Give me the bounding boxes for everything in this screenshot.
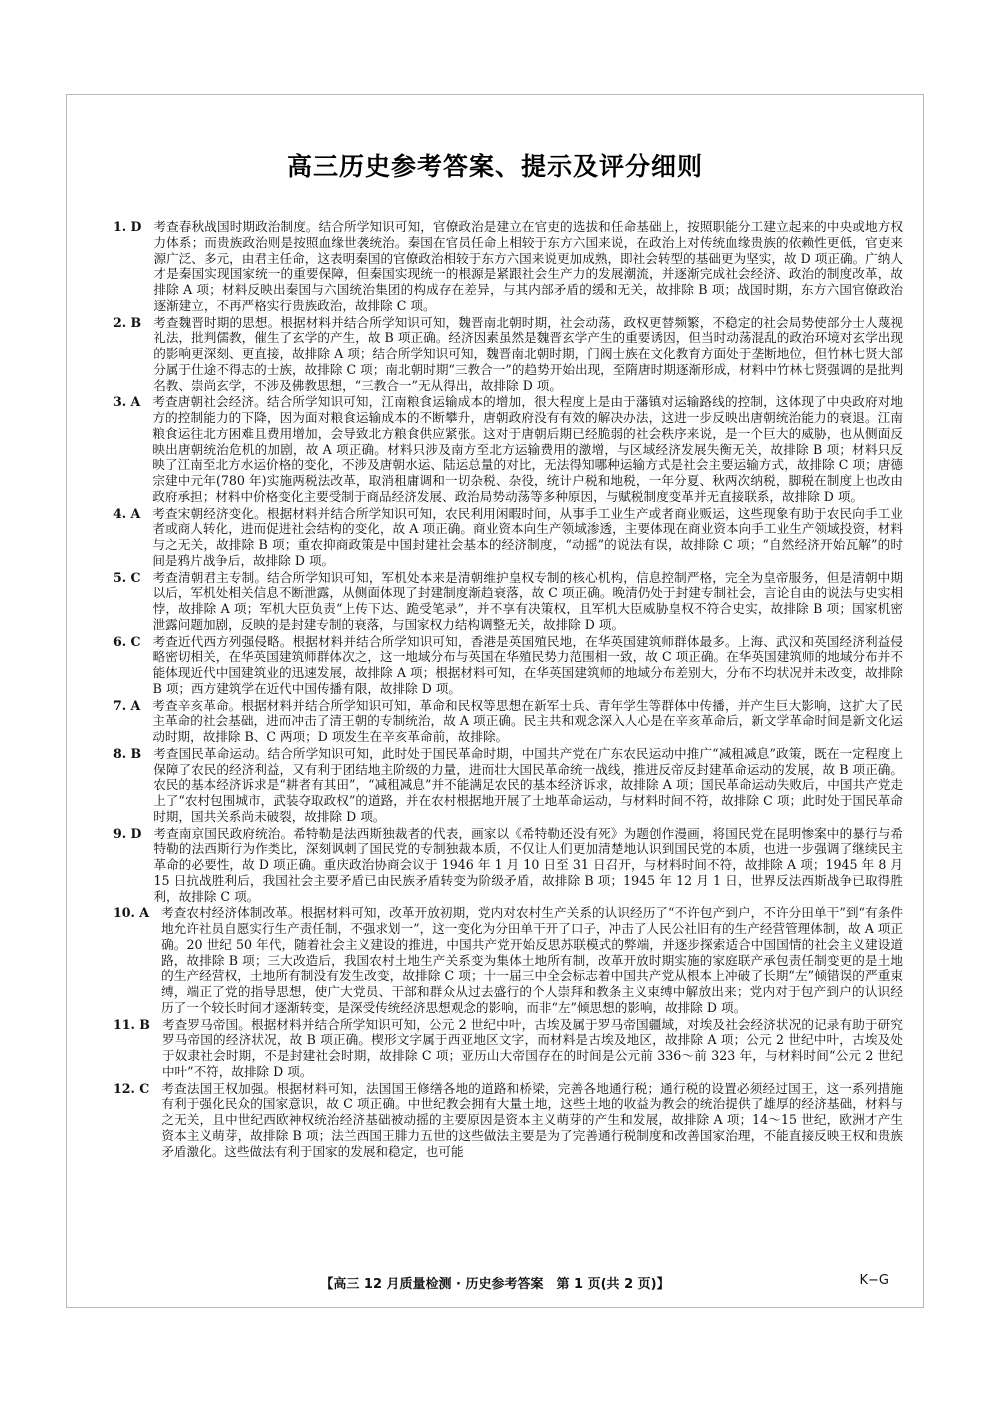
answer-number: 10. A [113,905,150,921]
answer-number: 5. C [113,569,141,585]
answer-explanation: 考查法国王权加强。根据材料可知，法国国王修缮各地的道路和桥梁，完善各地通行税；通行税的设置必须经过国王，这一系列措施有利于强化民众的国家意识，故 C 项正确。中世纪教会拥有大量土地，这些土地的收益为教会的统治提供了雄厚的经济基础，材料与之无关，且中世纪西欧神权统治经济基础被动摇的主要原因是资本主义萌芽的产生和发展，故排除 A 项；14～15 世纪，欧洲才产生资本主义萌芽，故排除 B 项；法兰西国王腓力五世的这些做法主要是为了完善通行税制度和改善国家治理，不能直接反映王权和贵族矛盾激化。这些做法有利于国家的发展和稳定，也可能 [161,1080,903,1159]
answer-number: 6. C [113,633,141,649]
answer-explanation: 考查近代西方列强侵略。根据材料并结合所学知识可知，香港是英国殖民地，在华英国建筑师群体最多。上海、武汉和英国经济利益侵略密切相关，在华英国建筑师群体次之，这一地域分布与英国在华殖民势力范围相一致，故 C 项正确。在华英国建筑师的地域分布并不能体现近代中国建筑业的迅速发展，故排除 A 项；根据材料可知，在华英国建筑师的地域分布差别大，分布不均状况并未改变，故排除 B 项；西方建筑学在近代中国传播有限，故排除 D 项。 [152,633,903,696]
answer-number: 11. B [113,1016,150,1032]
answer-explanation: 考查唐朝社会经济。结合所学知识可知，江南粮食运输成本的增加，很大程度上是由于藩镇对运输路线的控制，这体现了中央政府对地方的控制能力的下降，因为面对粮食运输成本的不断攀升，唐朝政府没有有效的解决办法，这进一步反映出唐朝统治能力的衰退。江南粮食运往北方困难且费用增加，会导致北方粮食供应紧张。这对于唐朝后期已经脆弱的社会秩序来说，是一个巨大的威胁，也从侧面反映出唐朝统治危机的加剧，故 A 项正确。材料只涉及南方至北方运输费用的激增，与区域经济发展失衡无关，故排除 B 项；材料只反映了江南至北方水运价格的变化，不涉及唐朝水运、陆运总量的对比，无法得知哪种运输方式是社会主要运输方式，故排除 C 项；唐德宗建中元年(780 年)实施两税法改革，取消租庸调和一切杂税、杂役，统计户税和地税，一年分夏、秋两次纳税，脚税在制度上也改由政府承担；材料中价格变化主要受制于商品经济发展、政治局势动荡等多种原因，与赋税制度变革并无直接联系，故排除 D 项。 [152,394,903,504]
answer-list [113,219,903,1160]
answer-item [113,1017,903,1080]
page-footer: 【高三 12 月质量检测 · 历史参考答案 第 1 页(共 2 页)】 [320,1277,670,1292]
answer-explanation: 考查国民革命运动。结合所学知识可知，此时处于国民革命时期，中国共产党在广东农民运动中推广“减租减息”政策，既在一定程度上保障了农民的经济利益，又有利于团结地主阶级的力量，进而壮大国民革命统一战线，推进反帝反封建革命运动的发展，故 B 项正确。农民的基本经济诉求是“耕者有其田”，“减租减息”并不能满足农民的基本经济诉求，故排除 A 项；国民革命运动失败后，中国共产党走上了“农村包围城市，武装夺取政权”的道路，并在农村根据地开展了土地革命运动，与材料时间不符，故排除 C 项；此时处于国民革命时期，国共关系尚未破裂，故排除 D 项。 [153,745,903,824]
answer-explanation: 考查宋朝经济变化。根据材料并结合所学知识可知，农民利用闲暇时间，从事手工业生产或者商业贩运，这些现象有助于农民向手工业者或商人转化，进而促进社会结构的变化，故 A 项正确。商业资本向生产领域渗透，主要体现在商业资本向手工业生产领域投资，材料与之无关，故排除 B 项；重农抑商政策是中国封建社会基本的经济制度，“动摇”的说法有误，故排除 C 项；“自然经济开始瓦解”的时间是鸦片战争后，故排除 D 项。 [152,505,903,568]
answer-explanation: 考查魏晋时期的思想。根据材料并结合所学知识可知，魏晋南北朝时期，社会动荡，政权更替频繁，不稳定的社会局势使部分士人蔑视礼法，批判儒教，催生了玄学的产生，故 B 项正确。经济因素虽然是魏晋玄学产生的重要诱因，但当时动荡混乱的政治环境对玄学出现的影响更深刻、更直接，故排除 A 项；结合所学知识可知，魏晋南北朝时期，门阀士族在文化教育方面处于垄断地位，但竹林七贤大部分属于仕途不得志的士族，故排除 C 项；南北朝时期“三教合一”的趋势开始出现，至隋唐时期逐渐形成，材料中竹林七贤强调的是批判名教、崇尚玄学，不涉及佛教思想，“三教合一”无从得出，故排除 D 项。 [153,314,903,393]
document-page [66,94,924,1308]
answer-explanation: 考查南京国民政府统治。希特勒是法西斯独裁者的代表，画家以《希特勒还没有死》为题创作漫画，将国民党在昆明惨案中的暴行与希特勒的法西斯行为作类比，深刻讽刺了国民党的专制独裁本质，不仅让人们更加清楚地认识到国民党的本质，也进一步强调了继续民主革命的必要性，故 D 项正确。重庆政治协商会议于 1946 年 1 月 10 日至 31 日召开，与材料时间不符，故排除 A 项；1945 年 8 月 15 日抗战胜利后，我国社会主要矛盾已由民族矛盾转变为阶级矛盾，故排除 B 项；1945 年 12 月 1 日，世界反法西斯战争已取得胜利，故排除 C 项。 [153,825,903,904]
answer-explanation: 考查春秋战国时期政治制度。结合所学知识可知，官僚政治是建立在官吏的选拔和任命基础上，按照职能分工建立起来的中央或地方权力体系；而贵族政治则是按照血缘世袭统治。秦国在官员任命上相较于东方六国来说，在政治上对传统血缘贵族的依赖性更低，官吏来源广泛、多元，由君主任命，这表明秦国的官僚政治相较于东方六国来说更加成熟，即社会转型的基础更为坚实，故 D 项正确。广纳人才是秦国实现国家统一的重要保障，但秦国实现统一的根源是紧跟社会生产力的发展潮流，并逐渐完成社会经济、政治的制度改革，故排除 A 项；材料反映出秦国与六国统治集团的构成存在差异，与其内部矛盾的缓和无关，故排除 B 项；战国时期，东方六国官僚政治逐渐建立，不再严格实行贵族政治，故排除 C 项。 [153,219,903,313]
answer-number: 12. C [113,1080,150,1096]
answer-number: 7. A [113,697,141,713]
answer-item [113,698,903,745]
answer-explanation: 考查农村经济体制改革。根据材料可知，改革开放初期，党内对农村生产关系的认识经历了“不许包产到户，不许分田单干”到“有条件地允许社员自愿实行生产责任制，不强求划一”，这一变化为分田单干开了口子，冲击了人民公社旧有的生产经营管理体制，故 A 项正确。20 世纪 50 年代，随着社会主义建设的推进，中国共产党开始反思苏联模式的弊端，并逐步探索适合中国国情的社会主义建设道路，故排除 B 项；三大改造后，我国农村土地生产关系变为集体土地所有制，改革开放时期实施的家庭联产承包责任制变更的是土地的生产经营权，土地所有制没有发生改变，故排除 C 项；十一届三中全会标志着中国共产党从根本上冲破了长期“左”倾错误的严重束缚，端正了党的指导思想，使广大党员、干部和群众从过去盛行的个人崇拜和教条主义束缚中解放出来；党内对于包产到户的认识经历了一个较长时间才逐渐转变，是深受传统经济思想观念的影响，而非“左”倾思想的影响，故排除 D 项。 [161,905,903,1015]
answer-number: 3. A [113,394,141,410]
answer-number: 9. D [113,825,142,841]
answer-explanation: 考查清朝君主专制。结合所学知识可知，军机处本来是清朝维护皇权专制的核心机构，信息控制严格，完全为皇帝服务，但是清朝中期以后，军机处相关信息不断泄露，从侧面体现了封建制度渐趋衰落，故 C 项正确。晚清仍处于封建专制社会，言论自由的说法与史实相悖，故排除 A 项；军机大臣负责“上传下达、跪受笔录”，并不享有决策权，且军机大臣威胁皇权不符合史实，故排除 B 项；国家机密泄露问题加剧，反映的是封建专制的衰落，与国家权力结构调整无关，故排除 D 项。 [152,569,903,632]
answer-item [113,1081,903,1160]
answer-explanation: 考查辛亥革命。根据材料并结合所学知识可知，革命和民权等思想在新军士兵、青年学生等群体中传播，并产生巨大影响，这扩大了民主革命的社会基础，进而冲击了清王朝的专制统治，故 A 项正确。民主共和观念深入人心是在辛亥革命后，新文学革命时间是新文化运动时期，故排除 B、C 两项；D 项发生在辛亥革命前，故排除。 [152,697,903,744]
answer-item [113,394,903,504]
answer-item [113,315,903,394]
document-title: 高三历史参考答案、提示及评分细则 [286,152,703,181]
answer-explanation: 考查罗马帝国。根据材料并结合所学知识可知，公元 2 世纪中叶，古埃及属于罗马帝国疆域，对埃及社会经济状况的记录有助于研究罗马帝国的经济状况，故 B 项正确。楔形文字属于西亚地区文字，而材料是古埃及地区，故排除 A 项；公元 2 世纪中叶，古埃及处于奴隶社会时期，不是封建社会时期，故排除 C 项；亚历山大帝国存在的时间是公元前 336～前 323 年，与材料时间“公元 2 世纪中叶”不符，故排除 D 项。 [161,1016,903,1079]
paper-code: K−G [859,1273,889,1288]
answer-item [113,570,903,633]
answer-number: 2. B [113,314,142,330]
answer-item [113,634,903,697]
answer-item [113,905,903,1015]
answer-number: 8. B [113,745,142,761]
answer-number: 1. D [113,219,142,234]
answer-item [113,746,903,825]
answer-item [113,506,903,569]
answer-number: 4. A [113,505,141,521]
answer-item [113,219,903,314]
answer-item [113,826,903,905]
